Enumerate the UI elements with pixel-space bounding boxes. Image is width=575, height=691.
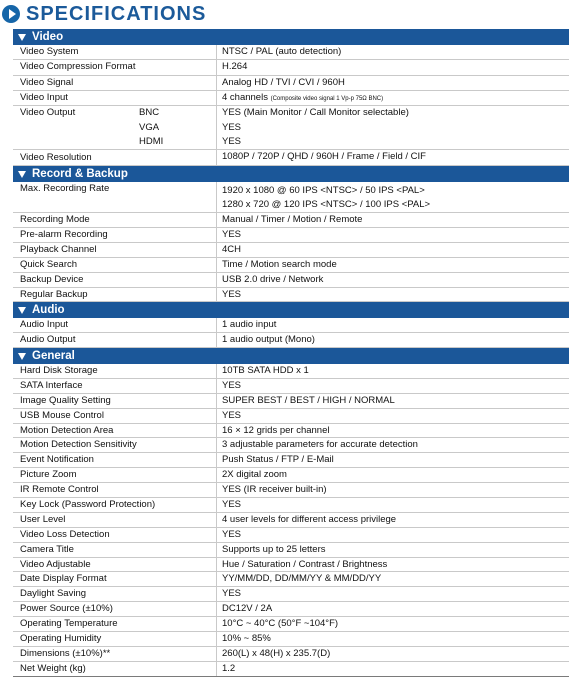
section-title: General <box>32 350 75 362</box>
spec-value: Hue / Saturation / Contrast / Brightness <box>222 558 388 570</box>
spec-value: H.264 <box>222 61 248 72</box>
triangle-down-icon <box>18 307 26 314</box>
spec-value: 10°C ~ 40°C (50°F ~104°F) <box>222 618 339 630</box>
spec-label: Audio Output <box>13 333 217 347</box>
play-arrow-icon <box>2 5 20 23</box>
spec-row <box>13 379 569 394</box>
spec-label: Net Weight (kg) <box>13 662 217 676</box>
video-output-subtypes <box>134 106 217 149</box>
spec-label: Event Notification <box>13 453 217 467</box>
spec-value: 260(L) x 48(H) x 235.7(D) <box>222 647 331 659</box>
spec-row <box>13 364 569 379</box>
spec-label: Playback Channel <box>13 243 217 257</box>
spec-label: IR Remote Control <box>13 483 217 497</box>
spec-row <box>13 258 569 273</box>
spec-sheet <box>13 29 569 677</box>
spec-value: YES (Main Monitor / Call Monitor selectable) <box>222 107 409 118</box>
spec-label: Audio Input <box>13 318 217 332</box>
spec-row <box>13 558 569 573</box>
spec-label: User Level <box>13 513 217 527</box>
spec-row <box>13 528 569 543</box>
spec-value: NTSC / PAL (auto detection) <box>222 46 342 57</box>
section-header-record-backup <box>13 166 569 182</box>
spec-value <box>217 91 569 105</box>
spec-label: Key Lock (Password Protection) <box>13 498 217 512</box>
section-title: Audio <box>32 304 65 316</box>
spec-row <box>13 243 569 258</box>
spec-label: Video Output <box>20 107 76 118</box>
spec-row <box>13 617 569 632</box>
spec-row <box>13 468 569 483</box>
spec-value: 1.2 <box>222 662 236 674</box>
spec-value: YES <box>222 379 242 391</box>
section-title: Video <box>32 31 64 43</box>
spec-value: YES <box>222 409 242 421</box>
spec-row <box>13 513 569 528</box>
spec-label: Recording Mode <box>13 213 217 227</box>
spec-value: Manual / Timer / Motion / Remote <box>222 214 363 225</box>
spec-value: YES <box>222 528 242 540</box>
spec-value: Push Status / FTP / E-Mail <box>222 454 334 466</box>
spec-label: Max. Recording Rate <box>13 182 217 212</box>
spec-value: 1 audio output (Mono) <box>222 334 315 345</box>
spec-label: Quick Search <box>13 258 217 272</box>
section-header-audio <box>13 302 569 318</box>
spec-label: Dimensions (±10%)** <box>13 647 217 661</box>
spec-value: 10% ~ 85% <box>222 633 271 645</box>
spec-label: Video System <box>13 45 217 59</box>
subtype-label: BNC <box>139 107 160 118</box>
spec-value: YY/MM/DD, DD/MM/YY & MM/DD/YY <box>222 573 382 585</box>
spec-value: DC12V / 2A <box>222 603 273 615</box>
spec-value: Time / Motion search mode <box>222 259 337 270</box>
spec-row <box>13 76 569 91</box>
spec-row <box>13 483 569 498</box>
title-row <box>2 2 206 26</box>
spec-row <box>13 45 569 60</box>
spec-value: YES <box>222 588 242 600</box>
spec-value: 4 user levels for different access privilege <box>222 513 397 525</box>
spec-row <box>13 438 569 453</box>
spec-row <box>13 273 569 288</box>
spec-label: Video Resolution <box>13 150 217 165</box>
spec-label: Operating Temperature <box>13 617 217 631</box>
page-title: SPECIFICATIONS <box>26 2 207 25</box>
spec-value: 4CH <box>222 244 242 255</box>
spec-value: YES (IR receiver built-in) <box>222 484 327 496</box>
subtype-label: VGA <box>139 121 160 133</box>
spec-row <box>13 150 569 166</box>
spec-label: Video Adjustable <box>13 558 217 572</box>
spec-row <box>13 60 569 76</box>
spec-label: Operating Humidity <box>13 632 217 646</box>
spec-value: 2X digital zoom <box>222 469 287 481</box>
spec-value: 1 audio input <box>222 319 277 330</box>
spec-value: 1080P / 720P / QHD / 960H / Frame / Field / CIF <box>222 151 426 162</box>
spec-row <box>13 543 569 558</box>
spec-value: Supports up to 25 letters <box>222 543 326 555</box>
spec-label: Camera Title <box>13 543 217 557</box>
spec-row <box>13 228 569 243</box>
spec-label: Pre-alarm Recording <box>13 228 217 242</box>
spec-label: Power Source (±10%) <box>13 602 217 616</box>
recording-rate-line: 1280 x 720 @ 120 IPS <NTSC> / 100 IPS <PAL> <box>222 199 431 210</box>
spec-value: 3 adjustable parameters for accurate detection <box>222 439 418 451</box>
spec-row <box>13 394 569 409</box>
spec-label: USB Mouse Control <box>13 409 217 423</box>
spec-label: Picture Zoom <box>13 468 217 482</box>
spec-value: USB 2.0 drive / Network <box>222 274 324 285</box>
subtype-label: HDMI <box>139 136 164 148</box>
general-rows <box>13 364 569 677</box>
video-input-value: 4 channels <box>222 92 268 103</box>
spec-label: Motion Detection Area <box>13 424 217 438</box>
spec-label: Video Compression Format <box>13 60 217 75</box>
section-title: Record & Backup <box>32 168 128 180</box>
spec-label: Daylight Saving <box>13 587 217 601</box>
spec-label: Video Signal <box>13 76 217 90</box>
spec-label: Regular Backup <box>13 288 217 301</box>
spec-value: YES <box>222 136 242 148</box>
triangle-down-icon <box>18 353 26 360</box>
recording-rate-line: 1920 x 1080 @ 60 IPS <NTSC> / 50 IPS <PAL> <box>222 185 425 196</box>
video-input-note: (Composite video signal 1 Vp-p 75Ω BNC) <box>270 96 384 102</box>
spec-row <box>13 632 569 647</box>
spec-row <box>13 213 569 228</box>
triangle-down-icon <box>18 34 26 41</box>
spec-row <box>13 288 569 302</box>
triangle-down-icon <box>18 171 26 178</box>
spec-row <box>13 498 569 513</box>
spec-value: Analog HD / TVI / CVI / 960H <box>222 77 345 88</box>
spec-row <box>13 91 569 106</box>
spec-label: Video Loss Detection <box>13 528 217 542</box>
spec-row <box>13 647 569 662</box>
spec-value: YES <box>222 229 242 240</box>
spec-row <box>13 453 569 468</box>
spec-row <box>13 602 569 617</box>
spec-row <box>13 424 569 439</box>
spec-row <box>13 587 569 602</box>
spec-row <box>13 662 569 677</box>
spec-label: Hard Disk Storage <box>13 364 217 378</box>
spec-label: Backup Device <box>13 273 217 287</box>
spec-label: Date Display Format <box>13 572 217 586</box>
spec-value: YES <box>222 289 242 300</box>
spec-value: 10TB SATA HDD x 1 <box>222 365 309 376</box>
spec-row-video-output <box>13 106 569 150</box>
spec-row <box>13 182 569 213</box>
spec-value: 16 × 12 grids per channel <box>222 424 330 436</box>
spec-label: Video Input <box>13 91 217 105</box>
spec-row <box>13 572 569 587</box>
spec-row <box>13 409 569 424</box>
video-output-values <box>217 106 569 149</box>
spec-value <box>217 182 569 212</box>
spec-row <box>13 318 569 333</box>
spec-value: SUPER BEST / BEST / HIGH / NORMAL <box>222 394 395 406</box>
spec-value: YES <box>222 121 242 133</box>
spec-label: SATA Interface <box>13 379 217 393</box>
section-header-video <box>13 29 569 45</box>
spec-value: YES <box>222 499 242 511</box>
spec-row <box>13 333 569 348</box>
spec-label: Motion Detection Sensitivity <box>13 438 217 452</box>
spec-label: Image Quality Setting <box>13 394 217 408</box>
section-header-general <box>13 348 569 364</box>
